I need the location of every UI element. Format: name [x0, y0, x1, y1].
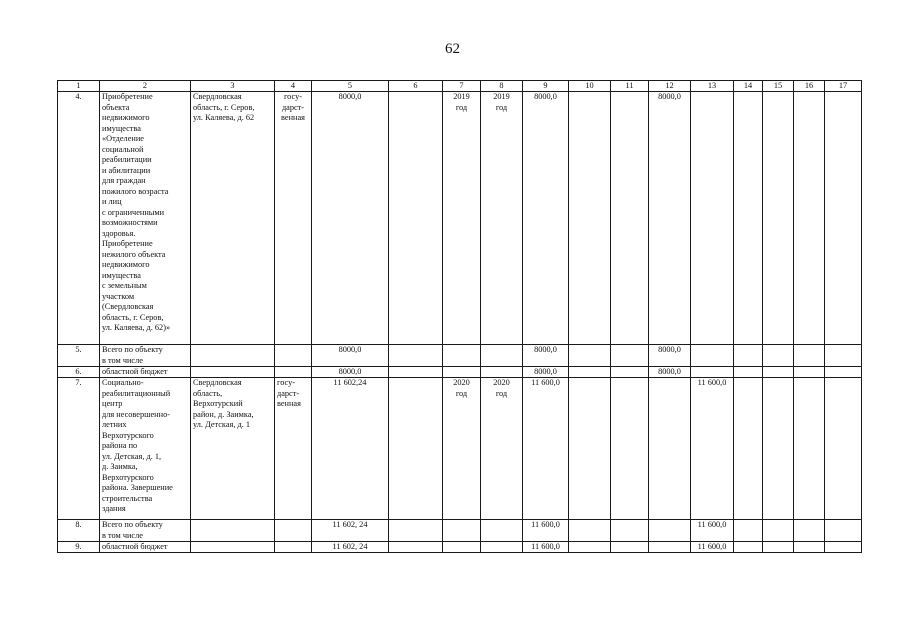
cell-14	[734, 520, 763, 542]
cell-6	[389, 92, 443, 345]
cell-15	[763, 378, 794, 520]
table-row	[58, 92, 862, 345]
cell-14	[734, 345, 763, 367]
object-name: Приобретение объекта недвижимого имущества «Отделение социальной реабилитации и абилитации для граждан пожилого возраста и лиц с ограниченными возможностями здоровья. Приобретение нежилого объекта недвижимого имущества с земельным участком (Свердловская область, г. Серов, ул. Каляева, д. 62)»	[100, 92, 191, 345]
column-header: 12	[649, 81, 691, 92]
row-number: 5.	[58, 345, 100, 367]
page-number: 62	[445, 41, 460, 57]
column-header: 15	[763, 81, 794, 92]
column-header: 6	[389, 81, 443, 92]
column-header: 17	[825, 81, 862, 92]
cell-12: 8000,0	[649, 367, 691, 378]
cell-5: 8000,0	[312, 92, 389, 345]
cell-8: 2019 год	[481, 92, 523, 345]
cell-8	[481, 367, 523, 378]
cell-12	[649, 542, 691, 553]
cell-8: 2020 год	[481, 378, 523, 520]
cell-16	[794, 520, 825, 542]
cell-13	[691, 345, 734, 367]
cell-15	[763, 520, 794, 542]
cell-13: 11 600,0	[691, 542, 734, 553]
cell-14	[734, 542, 763, 553]
column-header: 13	[691, 81, 734, 92]
cell-13	[691, 92, 734, 345]
column-number-row	[58, 81, 862, 92]
cell-7: 2019 год	[443, 92, 481, 345]
ownership	[275, 367, 312, 378]
cell-9: 11 600,0	[523, 542, 569, 553]
cell-8	[481, 345, 523, 367]
cell-11	[611, 542, 649, 553]
cell-15	[763, 92, 794, 345]
cell-9: 8000,0	[523, 345, 569, 367]
row-number: 6.	[58, 367, 100, 378]
cell-16	[794, 345, 825, 367]
column-header: 16	[794, 81, 825, 92]
cell-14	[734, 92, 763, 345]
column-header: 2	[100, 81, 191, 92]
object-name: областной бюджет	[100, 542, 191, 553]
cell-5: 11 602, 24	[312, 520, 389, 542]
cell-8	[481, 542, 523, 553]
cell-12: 8000,0	[649, 92, 691, 345]
ownership: госу- дарст- венная	[275, 92, 312, 345]
column-header: 14	[734, 81, 763, 92]
cell-10	[569, 345, 611, 367]
table-row	[58, 367, 862, 378]
object-address: Свердловская область, Верхотурский район, д. Заимка, ул. Детская, д. 1	[191, 378, 275, 520]
cell-6	[389, 542, 443, 553]
cell-15	[763, 367, 794, 378]
table-row	[58, 542, 862, 553]
cell-5: 11 602, 24	[312, 542, 389, 553]
column-header: 9	[523, 81, 569, 92]
column-header: 8	[481, 81, 523, 92]
cell-10	[569, 92, 611, 345]
object-address	[191, 542, 275, 553]
cell-9: 11 600,0	[523, 520, 569, 542]
cell-13	[691, 367, 734, 378]
cell-11	[611, 520, 649, 542]
cell-17	[825, 367, 862, 378]
row-number: 7.	[58, 378, 100, 520]
cell-6	[389, 367, 443, 378]
cell-10	[569, 520, 611, 542]
cell-16	[794, 542, 825, 553]
cell-12: 8000,0	[649, 345, 691, 367]
column-header: 11	[611, 81, 649, 92]
object-address	[191, 367, 275, 378]
cell-11	[611, 92, 649, 345]
table-row	[58, 345, 862, 367]
cell-7	[443, 542, 481, 553]
cell-10	[569, 542, 611, 553]
ownership	[275, 542, 312, 553]
ownership: госу- дарст- венная	[275, 378, 312, 520]
cell-5: 8000,0	[312, 367, 389, 378]
cell-7	[443, 367, 481, 378]
cell-12	[649, 520, 691, 542]
column-header: 5	[312, 81, 389, 92]
cell-9: 11 600,0	[523, 378, 569, 520]
object-name: Всего по объекту в том числе	[100, 520, 191, 542]
cell-13: 11 600,0	[691, 378, 734, 520]
cell-17	[825, 92, 862, 345]
cell-10	[569, 378, 611, 520]
cell-5: 8000,0	[312, 345, 389, 367]
row-number: 4.	[58, 92, 100, 345]
cell-16	[794, 378, 825, 520]
cell-9: 8000,0	[523, 92, 569, 345]
table-row	[58, 378, 862, 520]
cell-17	[825, 542, 862, 553]
cell-13: 11 600,0	[691, 520, 734, 542]
cell-15	[763, 345, 794, 367]
object-address	[191, 520, 275, 542]
row-number: 8.	[58, 520, 100, 542]
cell-10	[569, 367, 611, 378]
cell-7	[443, 345, 481, 367]
column-header: 4	[275, 81, 312, 92]
cell-14	[734, 367, 763, 378]
cell-15	[763, 542, 794, 553]
cell-11	[611, 345, 649, 367]
object-name: областной бюджет	[100, 367, 191, 378]
object-name: Всего по объекту в том числе	[100, 345, 191, 367]
cell-17	[825, 345, 862, 367]
cell-17	[825, 520, 862, 542]
cell-7	[443, 520, 481, 542]
column-header: 3	[191, 81, 275, 92]
cell-5: 11 602,24	[312, 378, 389, 520]
investment-table	[57, 80, 862, 553]
cell-16	[794, 367, 825, 378]
ownership	[275, 345, 312, 367]
column-header: 7	[443, 81, 481, 92]
cell-8	[481, 520, 523, 542]
cell-7: 2020 год	[443, 378, 481, 520]
column-header: 10	[569, 81, 611, 92]
cell-9: 8000,0	[523, 367, 569, 378]
cell-16	[794, 92, 825, 345]
ownership	[275, 520, 312, 542]
cell-6	[389, 520, 443, 542]
object-address: Свердловская область, г. Серов, ул. Каляева, д. 62	[191, 92, 275, 345]
object-address	[191, 345, 275, 367]
table-row	[58, 520, 862, 542]
row-number: 9.	[58, 542, 100, 553]
cell-11	[611, 367, 649, 378]
cell-11	[611, 378, 649, 520]
cell-14	[734, 378, 763, 520]
object-name: Социально- реабилитационный центр для несовершенно- летних Верхотурского района по ул. Детская, д. 1, д. Заимка, Верхотурского района. Завершение строительства здания	[100, 378, 191, 520]
cell-6	[389, 378, 443, 520]
column-header: 1	[58, 81, 100, 92]
cell-12	[649, 378, 691, 520]
cell-17	[825, 378, 862, 520]
cell-6	[389, 345, 443, 367]
